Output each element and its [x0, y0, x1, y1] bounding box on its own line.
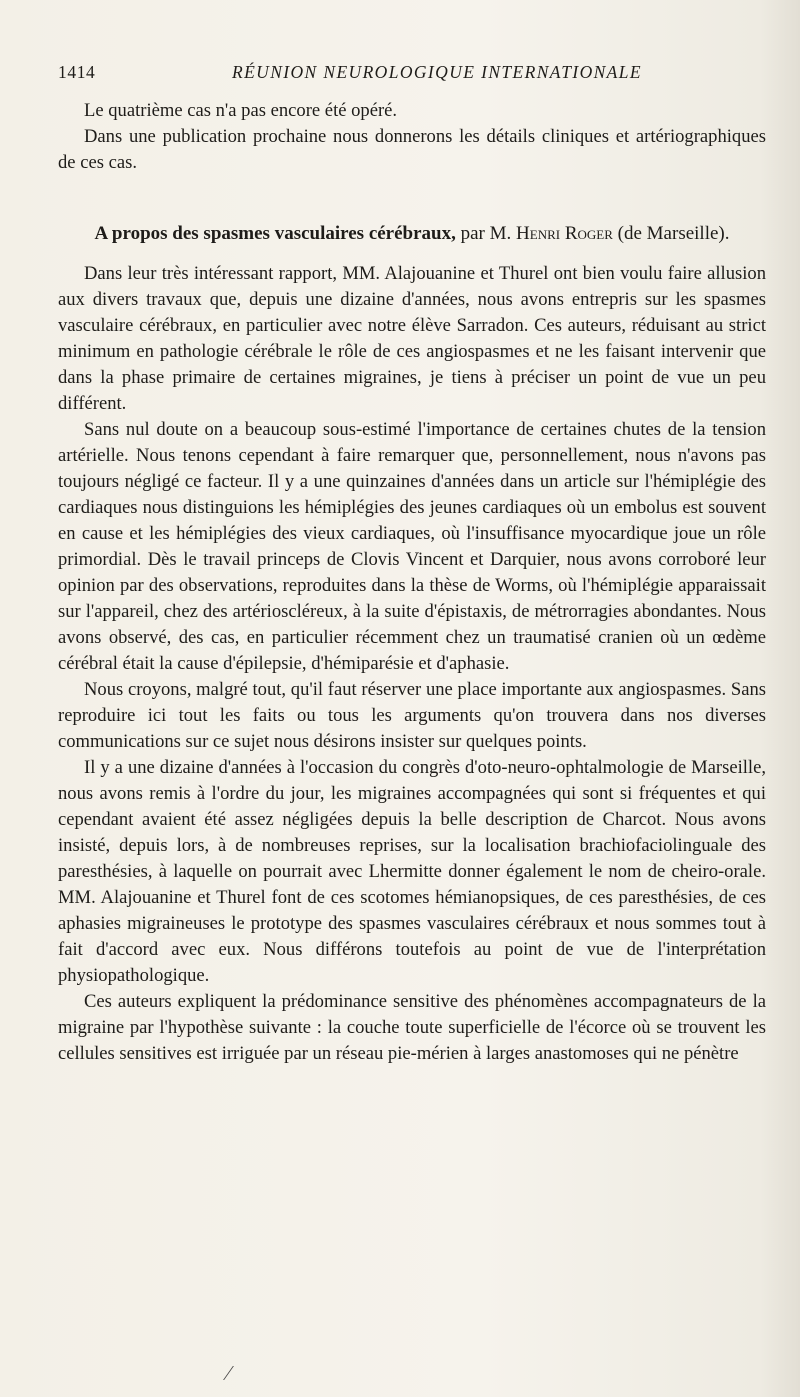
article-title	[58, 220, 766, 247]
paragraph: Dans leur très intéressant rapport, MM. Alajouanine et Thurel ont bien voulu faire allusion aux divers travaux que, depuis une dizaine d'années, nous avons entrepris sur les spasmes vasculaire cérébraux, en particulier avec notre élève Sarradon. Ces auteurs, réduisant au strict minimum en pathologie cérébrale le rôle de ces angiospasmes et ne les faisant intervenir que dans la phase primaire de certaines migraines, je tiens à préciser un point de vue un peu différent.	[58, 263, 766, 414]
stray-ink-mark	[223, 1366, 244, 1380]
paragraph: Dans une publication prochaine nous donnerons les détails cliniques et artériographiques de ces cas.	[58, 126, 766, 173]
paragraph: Nous croyons, malgré tout, qu'il faut réserver une place importante aux angiospasmes. Sans reproduire ici tout les faits ou tous les arguments qu'on trouvera dans nos diverses communications sur ce sujet nous désirons insister sur quelques points.	[58, 679, 766, 752]
running-title: RÉUNION NEUROLOGIQUE INTERNATIONALE	[231, 62, 642, 82]
paragraph: Le quatrième cas n'a pas encore été opéré.	[84, 100, 398, 121]
paragraph: Ces auteurs expliquent la prédominance sensitive des phénomènes accompagnateurs de la migraine par l'hypothèse suivante : la couche toute superficielle de l'écorce où se trouvent les cellules sensitives est irriguée par un réseau pie-mérien à larges anastomoses qui ne pénètre	[58, 991, 766, 1064]
page-number: 1414	[58, 62, 96, 82]
page-header	[58, 62, 642, 88]
article-author: Henri Roger	[516, 223, 613, 244]
article-author-place: (de Marseille).	[612, 223, 730, 244]
article-title-text: A propos des spasmes vasculaires cérébraux,	[94, 223, 456, 244]
article-title-by: par M.	[455, 223, 517, 244]
page-content	[58, 98, 766, 1067]
paragraph: Il y a une dizaine d'années à l'occasion du congrès d'oto-neuro-ophtalmologie de Marseille, nous avons remis à l'ordre du jour, les migraines accompagnées qui sont si fréquentes et qui cependant avaient été assez négligées depuis la belle description de Charcot. Nous avons insisté, depuis lors, à de nombreuses reprises, sur la localisation brachiofaciolinguale des paresthésies, à laquelle on pourrait avec Lhermitte donner également le nom de cheiro-orale. MM. Alajouanine et Thurel font de ces scotomes hémianopsiques, de ces paresthésies, de ces aphasies migraineuses le prototype des spasmes vasculaires cérébraux et nous sommes tout à fait d'accord avec eux. Nous différons toutefois au point de vue de l'interprétation physiopathologique.	[58, 757, 766, 986]
paragraph: Sans nul doute on a beaucoup sous-estimé l'importance de certaines chutes de la tension artérielle. Nous tenons cependant à faire remarquer que, personnellement, nous n'avons pas toujours négligé ce facteur. Il y a une quinzaines d'années dans un article sur l'hémiplégie des cardiaques nous distinguions les hémiplégies des jeunes cardiaques où un embolus est souvent en cause et les hémiplégies des vieux cardiaques, où l'insuffisance myocardique joue un rôle primordial. Dès le travail princeps de Clovis Vincent et Darquier, nous avons corroboré leur opinion par des observations, reproduites dans la thèse de Worms, où l'hémiplégie apparaissait sur l'appareil, chez des artérioscléreux, à la suite d'épistaxis, de métrorragies abondantes. Nous avons observé, des cas, en particulier récemment chez un traumatisé cranien où un œdème cérébral était la cause d'épilepsie, d'hémiparésie et d'aphasie.	[58, 419, 766, 674]
